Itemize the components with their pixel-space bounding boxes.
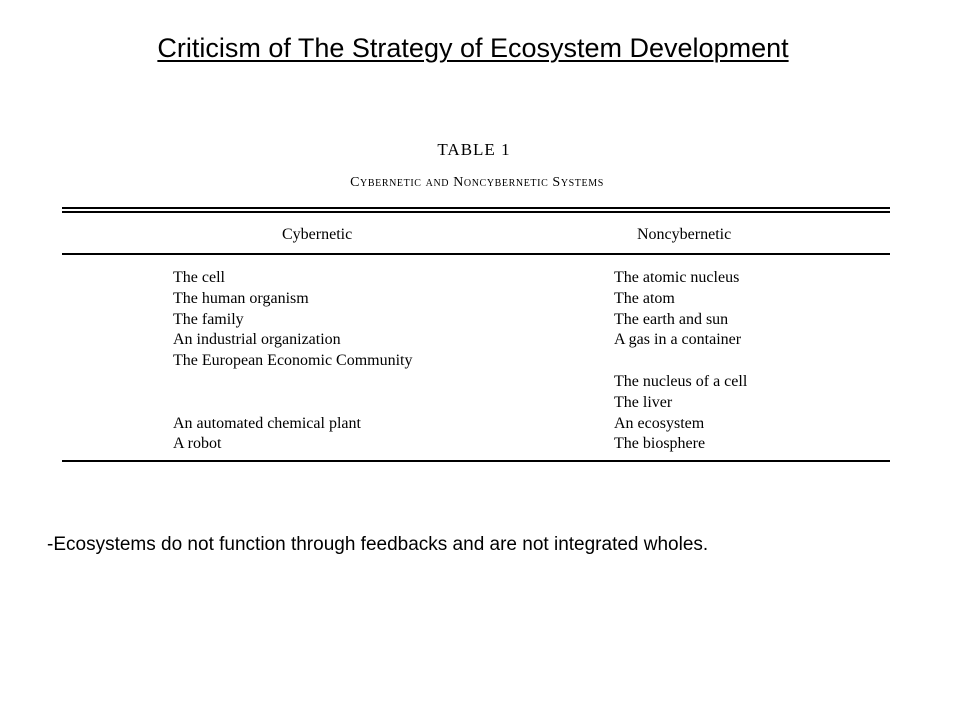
table-cell: The biosphere <box>614 435 706 453</box>
table-cell: An industrial organization <box>173 331 341 349</box>
cybernetic-column <box>173 268 413 455</box>
table-body <box>62 255 892 460</box>
table-cell <box>173 393 413 414</box>
table-cell <box>173 372 413 393</box>
table-cell: A gas in a container <box>614 331 742 349</box>
table-cell: The human organism <box>173 289 309 307</box>
table-caption: Cybernetic and Noncybernetic Systems <box>350 175 604 190</box>
column-header-noncybernetic: Noncybernetic <box>637 226 732 243</box>
noncybernetic-column <box>614 268 747 455</box>
table-number: TABLE 1 <box>437 140 511 159</box>
table-cell: A robot <box>173 435 222 453</box>
table-cell: The atomic nucleus <box>614 269 740 286</box>
table-cell: The family <box>173 310 244 328</box>
column-header-cybernetic: Cybernetic <box>282 226 353 243</box>
table-cell: The atom <box>614 289 675 307</box>
table-cell: An automated chemical plant <box>173 414 361 432</box>
table-cell: An ecosystem <box>614 414 705 432</box>
table-cell: The cell <box>173 269 225 286</box>
table-cell: The nucleus of a cell <box>614 372 748 390</box>
slide-title: Criticism of The Strategy of Ecosystem Development <box>157 33 789 63</box>
table-figure <box>62 138 892 462</box>
table-header-row <box>62 213 892 253</box>
table-cell: The liver <box>614 393 673 411</box>
table-bottom-rule <box>62 460 890 462</box>
table-cell: The earth and sun <box>614 310 729 328</box>
table-cell <box>614 351 747 372</box>
slide-note: -Ecosystems do not function through feedbacks and are not integrated wholes. <box>47 534 709 555</box>
table-cell: The European Economic Community <box>173 352 413 370</box>
